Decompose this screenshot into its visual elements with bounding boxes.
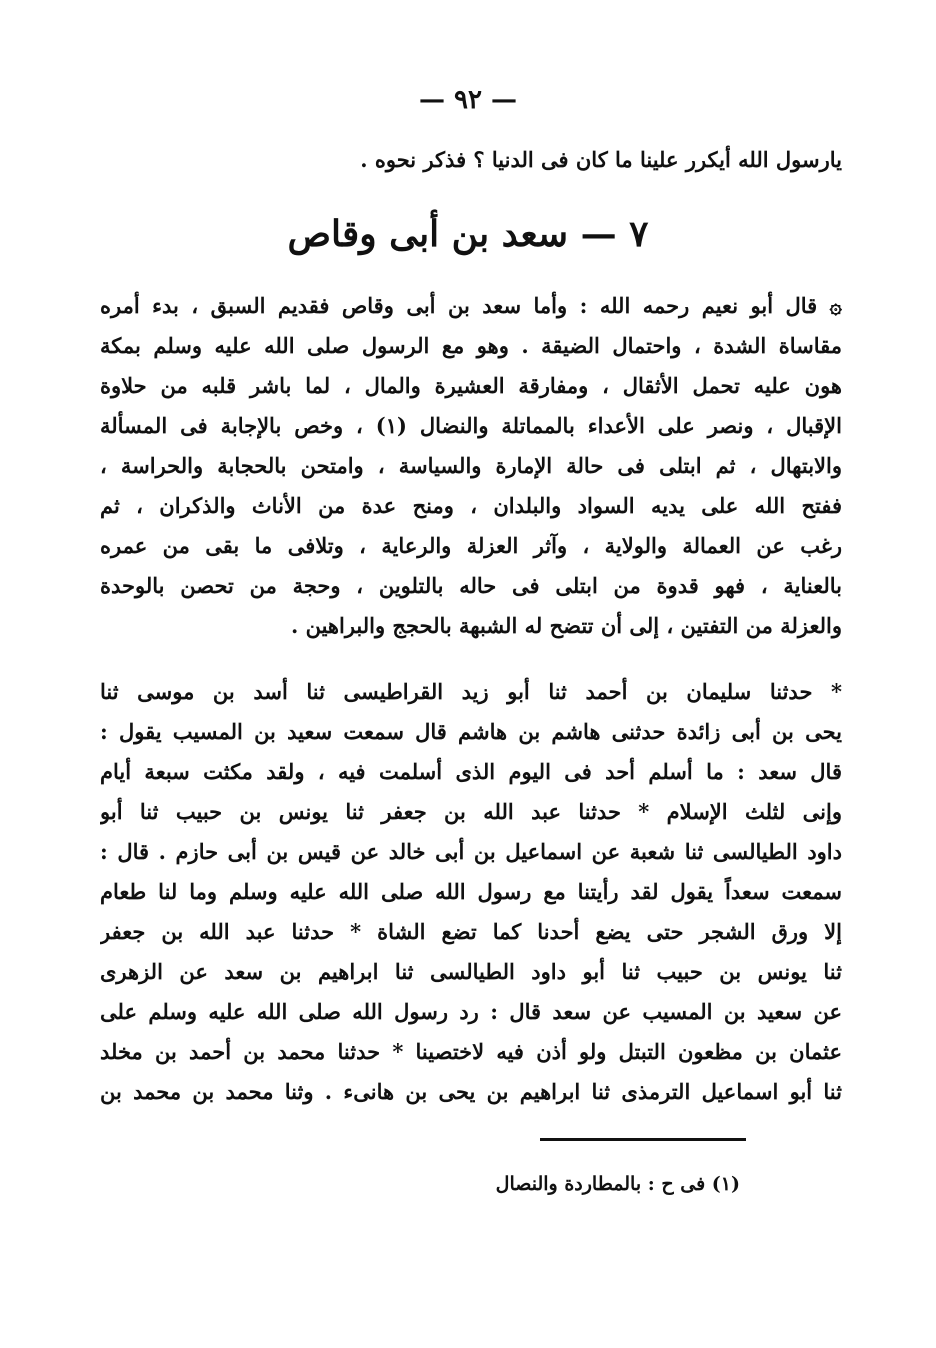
text-line: ففتح الله على يديه السواد والبلدان ، ومنح عدة من الأناث والذكران ، ثم — [100, 493, 842, 518]
text-line: إلا ورق الشجر حتى يضع أحدنا كما تضع الشاة * حدثنا عبد الله بن جعفر — [100, 919, 842, 944]
text-line: قال سعد : ما أسلم أحد فى اليوم الذى أسلمت فيه ، ولقد مكثت سبعة أيام — [100, 759, 842, 784]
text-line: الإقبال ، ونصر على الأعداء بالمماتلة والنضال (١) ، وخص بالإجابة فى المسألة — [100, 413, 842, 438]
text-line: عثمان بن مظعون التبتل ولو أذن فيه لاختصينا * حدثنا محمد بن أحمد بن مخلد — [100, 1039, 842, 1064]
footnote: (١) فى ح : بالمطاردة والنصال — [495, 1173, 740, 1195]
intro-text — [100, 140, 842, 180]
text-line: ثنا يونس بن حبيب ثنا أبو داود الطيالسى ثنا ابراهيم بن سعد عن الزهرى — [100, 959, 842, 984]
text-line: بالعناية ، فهو قدوة من ابتلى فى حاله بالتلوين ، وحجة من تحصن بالوحدة — [100, 573, 842, 598]
text-line: ثنا أبو اسماعيل الترمذى ثنا ابراهيم بن يحى بن هانىء . وثنا محمد بن محمد بن — [100, 1079, 842, 1104]
paragraph-1 — [100, 286, 842, 646]
text-line: يارسول الله أيكرر علينا ما كان فى الدنيا ؟ فذكر نحوه . — [360, 147, 842, 172]
text-line: سمعت سعداً يقول لقد رأيتنا مع رسول الله صلى الله عليه وسلم وما لنا طعام — [100, 879, 842, 904]
chapter-heading: ٧ — سعد بن أبى وقاص — [287, 213, 649, 255]
footnote-separator — [540, 1138, 746, 1141]
text-line: * حدثنا سليمان بن أحمد ثنا أبو زيد القراطيسى ثنا أسد بن موسى ثنا — [100, 679, 842, 704]
text-line: وإنى لثلث الإسلام * حدثنا عبد الله بن جعفر ثنا يونس بن حبيب ثنا أبو — [100, 799, 842, 824]
text-line: والعزلة من التفتين ، إلى أن تتضح له الشبهة بالحجج والبراهين . — [290, 613, 842, 638]
text-line: ۞ قال أبو نعيم رحمه الله : وأما سعد بن أبى وقاص فقديم السبق ، بدء أمره — [100, 293, 842, 318]
text-line: والابتهال ، ثم ابتلى فى حالة الإمارة والسياسة ، وامتحن بالحجابة والحراسة ، — [100, 453, 842, 478]
text-line: يحى بن أبى زائدة حدثنى هاشم بن هاشم قال سمعت سعيد بن المسيب يقول : — [100, 719, 842, 744]
text-line: هون عليه تحمل الأثقال ، ومفارقة العشيرة والمال ، لما باشر قلبه من حلاوة — [100, 373, 842, 398]
text-line: داود الطيالسى ثنا شعبة عن اسماعيل بن أبى خالد عن قيس بن أبى حازم . قال : — [100, 839, 842, 864]
text-line: رغب عن العمالة والولاية ، وآثر العزلة والرعاية ، وتلافى ما بقى من عمره — [100, 533, 842, 558]
text-line: مقاساة الشدة ، واحتمال الضيقة . وهو مع الرسول صلى الله عليه وسلم بمكة — [100, 333, 842, 358]
page-number: — ٩٢ — — [418, 85, 518, 115]
paragraph-2 — [100, 672, 842, 1112]
text-line: عن سعيد بن المسيب عن سعد قال : رد رسول الله صلى الله عليه وسلم على — [100, 999, 842, 1024]
